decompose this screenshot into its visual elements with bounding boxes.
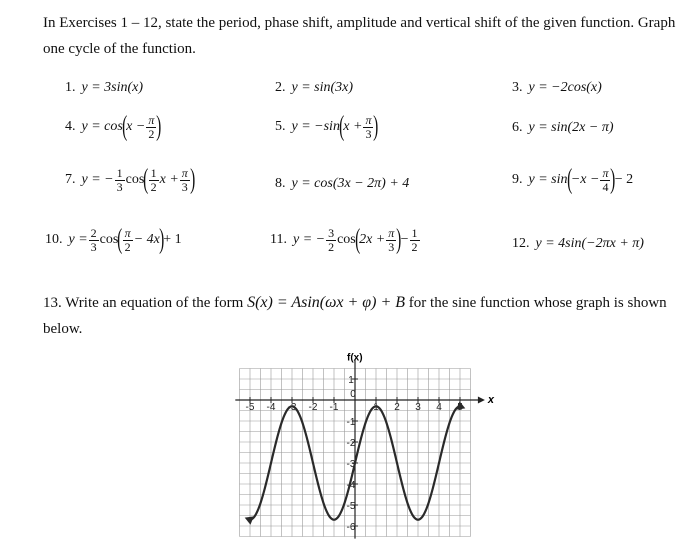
exercise-number: 2. [275,80,286,95]
exercise-inner: −x − [570,172,600,187]
y-tick-label: -5 [346,501,356,512]
x-axis-label: x [487,394,495,406]
x-tick-label: -4 [266,402,276,413]
exercise-inner: x + [343,119,363,134]
question-13 [43,290,683,342]
exercise-number: 5. [275,119,286,134]
y-axis-label: f(x) [347,352,363,364]
paren-left: ( [117,224,123,255]
coefficient-fraction: $\frac{1}{2}$ [150,165,157,194]
paren-right: ) [158,224,165,255]
exercise-number: 6. [512,120,523,135]
exercise-11 [270,226,421,254]
exercise-3 [512,80,602,96]
function-name: cos [99,232,119,247]
exercise-inner: 2x + [359,232,386,247]
exercise-5 [275,113,378,141]
curve-arrowhead [245,516,254,524]
x-tick-label: -5 [245,402,255,413]
fraction: $\frac{\pi}{3}$ [181,165,188,194]
x-tick-label: -2 [308,402,318,413]
function-name: cos [337,232,356,247]
axes [235,360,485,538]
paren-right: ) [189,164,196,195]
sine-graph [235,350,495,546]
exercise-lead: y = cos [81,119,123,134]
exercise-formula: y = sin(3x) [291,80,354,95]
exercise-6 [512,120,614,136]
x-tick-label: 0 [350,389,356,400]
fraction: $\frac{\pi}{3}$ [388,225,395,254]
exercise-lead: y = − [292,232,326,247]
coefficient-fraction: $\frac{3}{2}$ [328,225,335,254]
exercise-2 [275,80,353,96]
exercise-inner: x − [126,119,146,134]
paren-right: ) [610,164,616,195]
paren-right: ) [373,111,379,142]
x-tick-label: -1 [329,402,339,413]
paren-right: ) [396,224,402,255]
exercise-1 [65,80,143,96]
question-13-text-b: for the sine function whose graph is shown below. [43,295,667,337]
coefficient-fraction: $\frac{2}{3}$ [90,225,97,254]
function-name: cos [125,172,145,187]
exercise-10 [45,226,182,254]
x-tick-label: 1 [373,402,379,413]
y-tick-label: -4 [346,480,356,491]
exercise-formula: y = sin(2x − π) [528,120,614,135]
y-tick-label: 1 [348,375,354,386]
exercise-formula: y = cos(3x − 2π) + 4 [291,176,410,191]
paren-left: ( [339,111,345,142]
x-axis-arrow [478,397,485,404]
exercise-lead: y = − [81,172,114,187]
paren-left: ( [143,164,149,195]
exercise-lead: y = [68,232,88,247]
paren-left: ( [354,224,360,255]
exercise-number: 4. [65,119,76,134]
exercise-tail: − 2 [614,172,634,187]
coefficient-fraction: $\frac{1}{3}$ [116,165,123,194]
exercise-tail: − [400,232,409,247]
y-tick-label: -2 [346,438,356,449]
exercise-inner: − 4x [133,232,160,247]
question-13-equation: S(x) = Asin(ωx + φ) + B [247,294,406,311]
y-tick-label: -3 [346,459,356,470]
tail-fraction: $\frac{1}{2}$ [411,225,418,254]
exercise-number: 7. [65,172,76,187]
exercise-tail: + 1 [163,232,182,247]
exercise-number: 9. [512,172,523,187]
exercise-number: 12. [512,236,530,251]
exercise-lead: y = sin [528,172,568,187]
exercise-number: 3. [512,80,523,95]
paren-left: ( [121,111,128,142]
y-tick-label: -1 [346,417,356,428]
exercise-inner: x + [159,172,179,187]
fraction: $\frac{\pi}{4}$ [602,165,609,194]
exercise-7 [65,166,194,194]
exercise-lead: y = −sin [291,119,340,134]
paren-left: ( [566,164,572,195]
exercise-number: 1. [65,80,76,95]
exercise-formula: y = 4sin(−2πx + π) [535,236,644,251]
fraction: $\frac{\pi}{3}$ [365,112,372,141]
x-tick-label: 2 [394,402,400,413]
exercise-12 [512,236,644,252]
x-tick-label: 4 [436,402,442,413]
tick-labels [246,375,464,533]
fraction: $\frac{\pi}{2}$ [124,225,131,254]
exercise-formula: y = 3sin(x) [81,80,144,95]
exercise-4 [65,113,161,141]
exercise-9 [512,166,633,194]
paren-right: ) [156,111,162,142]
exercise-formula: y = −2cos(x) [528,80,602,95]
instructions-text: In Exercises 1 – 12, state the period, phase shift, amplitude and vertical shift of the given function. Graph one cycle of the function. [43,15,676,57]
y-tick-label: -6 [346,522,356,533]
x-tick-label: 3 [415,402,421,413]
question-13-text-a: 13. Write an equation of the form [43,295,248,311]
exercise-8 [275,176,409,192]
exercise-number: 10. [45,232,63,247]
fraction: $\frac{\pi}{2}$ [148,112,155,141]
exercise-number: 11. [270,232,287,247]
x-tick-label: -3 [287,402,297,413]
exercise-number: 8. [275,176,286,191]
